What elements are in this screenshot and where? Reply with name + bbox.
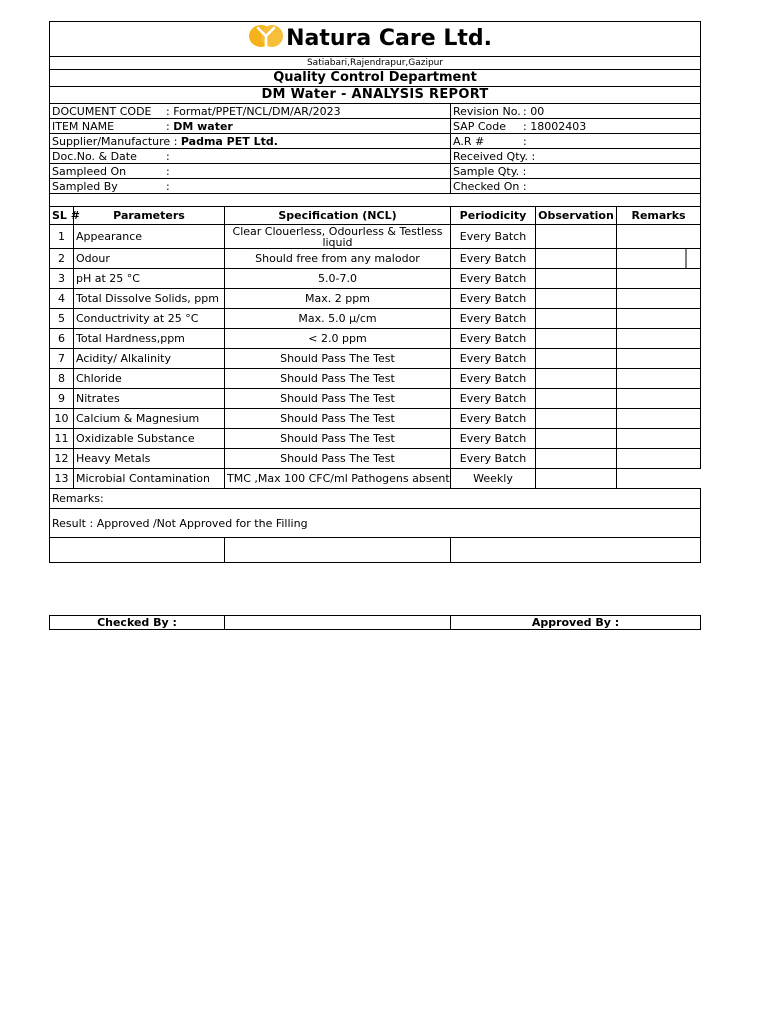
row-sl: 12: [50, 449, 74, 469]
report-table: [49, 21, 701, 563]
row-remarks[interactable]: [617, 429, 701, 449]
row-periodicity: Every Batch: [451, 289, 536, 309]
row-periodicity: Every Batch: [451, 309, 536, 329]
row-specification: Clear Clouerless, Odourless & Testless liquid: [225, 225, 451, 249]
row-observation[interactable]: [536, 469, 617, 489]
row-specification: Should Pass The Test: [225, 449, 451, 469]
row-observation[interactable]: [536, 369, 617, 389]
row-sl: 3: [50, 269, 74, 289]
checked-by-label: Checked By :: [50, 616, 225, 630]
row-sl: 5: [50, 309, 74, 329]
spacer-row: [50, 194, 701, 207]
row-remarks[interactable]: [617, 409, 701, 429]
row-observation[interactable]: [536, 449, 617, 469]
row-remarks[interactable]: [617, 329, 701, 349]
result-line: Result : Approved /Not Approved for the Filling: [50, 509, 701, 538]
header-periodicity: Periodicity: [451, 207, 536, 225]
report-title: DM Water - ANALYSIS REPORT: [50, 87, 701, 104]
remarks-line: Remarks:: [50, 489, 701, 509]
sample-qty-field: Sample Qty. :: [451, 164, 701, 179]
row-parameter: pH at 25 °C: [74, 269, 225, 289]
row-parameter: Heavy Metals: [74, 449, 225, 469]
sap-code-field: SAP Code : 18002403: [451, 119, 701, 134]
row-remarks[interactable]: [617, 349, 701, 369]
sampled-by-field: Sampled By :: [50, 179, 451, 194]
row-sl: 11: [50, 429, 74, 449]
approved-by-label: Approved By :: [451, 616, 701, 630]
row-remarks[interactable]: [617, 389, 701, 409]
row-periodicity: Every Batch: [451, 389, 536, 409]
row-specification: Should Pass The Test: [225, 409, 451, 429]
row-specification: Max. 2 ppm: [225, 289, 451, 309]
row-remarks[interactable]: [617, 449, 701, 469]
row-periodicity: Every Batch: [451, 225, 536, 249]
row-sl: 10: [50, 409, 74, 429]
company-name: Natura Care Ltd.: [286, 26, 492, 51]
row-observation[interactable]: [536, 389, 617, 409]
table-row: [50, 469, 701, 489]
footer-cell-left: [50, 538, 225, 563]
row-sl: 7: [50, 349, 74, 369]
received-qty-field: Received Qty. :: [451, 149, 701, 164]
table-row: [50, 429, 701, 449]
row-periodicity: Every Batch: [451, 409, 536, 429]
table-row: [50, 329, 701, 349]
department-title: Quality Control Department: [50, 70, 701, 87]
row-periodicity: Weekly: [451, 469, 536, 489]
header-remarks: Remarks: [617, 207, 701, 225]
table-row: [50, 349, 701, 369]
row-periodicity: Every Batch: [451, 249, 536, 269]
row-parameter: Calcium & Magnesium: [74, 409, 225, 429]
company-title-cell: [50, 22, 701, 57]
header-observation: Observation: [536, 207, 617, 225]
row-periodicity: Every Batch: [451, 429, 536, 449]
revision-field: Revision No. : 00: [451, 104, 701, 119]
checked-by-signature-field[interactable]: [225, 616, 451, 630]
row-observation[interactable]: [536, 329, 617, 349]
row-observation[interactable]: [536, 289, 617, 309]
row-specification: Should Pass The Test: [225, 369, 451, 389]
row-sl: 13: [50, 469, 74, 489]
row-specification: Should Pass The Test: [225, 389, 451, 409]
row-observation[interactable]: [536, 249, 617, 269]
row-remarks[interactable]: [617, 269, 701, 289]
signature-table: [49, 615, 701, 630]
document-code-field: DOCUMENT CODE : Format/PPET/NCL/DM/AR/2023: [50, 104, 451, 119]
table-row: [50, 225, 701, 249]
header-specification: Specification (NCL): [225, 207, 451, 225]
footer-cell-right: [451, 538, 701, 563]
row-specification: Max. 5.0 µ/cm: [225, 309, 451, 329]
row-periodicity: Every Batch: [451, 449, 536, 469]
row-sl: 6: [50, 329, 74, 349]
row-sl: 2: [50, 249, 74, 269]
row-parameter: Appearance: [74, 225, 225, 249]
row-remarks[interactable]: [617, 249, 701, 269]
row-specification: Should Pass The Test: [225, 429, 451, 449]
row-remarks[interactable]: [617, 225, 701, 249]
row-observation[interactable]: [536, 409, 617, 429]
row-parameter: Acidity/ Alkalinity: [74, 349, 225, 369]
row-observation[interactable]: [536, 309, 617, 329]
table-row: [50, 249, 701, 269]
row-observation[interactable]: [536, 269, 617, 289]
row-periodicity: Every Batch: [451, 349, 536, 369]
footer-cell-middle: [225, 538, 451, 563]
row-parameter: Total Dissolve Solids, ppm: [74, 289, 225, 309]
table-row: [50, 289, 701, 309]
header-sl: SL #: [50, 207, 74, 225]
row-periodicity: Every Batch: [451, 369, 536, 389]
natura-leaf-logo-icon: [248, 22, 284, 56]
table-row: [50, 309, 701, 329]
row-remarks[interactable]: [617, 309, 701, 329]
sampled-on-field: Sampleed On :: [50, 164, 451, 179]
item-name-field: ITEM NAME : DM water: [50, 119, 451, 134]
row-sl: 9: [50, 389, 74, 409]
header-parameters: Parameters: [74, 207, 225, 225]
row-parameter: Oxidizable Substance: [74, 429, 225, 449]
row-specification: 5.0-7.0: [225, 269, 451, 289]
row-specification: Should Pass The Test: [225, 349, 451, 369]
row-parameter: Chloride: [74, 369, 225, 389]
row-remarks[interactable]: [617, 369, 701, 389]
row-remarks[interactable]: [617, 469, 701, 489]
row-observation[interactable]: [536, 349, 617, 369]
row-observation[interactable]: [536, 429, 617, 449]
table-header-row: [50, 207, 701, 225]
table-row: [50, 389, 701, 409]
row-parameter: Conductrivity at 25 °C: [74, 309, 225, 329]
row-specification: Should free from any malodor: [225, 249, 451, 269]
row-remarks[interactable]: [617, 289, 701, 309]
row-sl: 8: [50, 369, 74, 389]
signature-block: [49, 615, 700, 630]
row-specification: < 2.0 ppm: [225, 329, 451, 349]
doc-no-date-field: Doc.No. & Date :: [50, 149, 451, 164]
row-parameter: Total Hardness,ppm: [74, 329, 225, 349]
row-specification: TMC ,Max 100 CFC/ml Pathogens absent: [225, 469, 451, 489]
checked-on-field: Checked On :: [451, 179, 701, 194]
row-periodicity: Every Batch: [451, 329, 536, 349]
row-sl: 1: [50, 225, 74, 249]
table-row: [50, 409, 701, 429]
table-row: [50, 269, 701, 289]
row-parameter: Nitrates: [74, 389, 225, 409]
company-address: Satiabari,Rajendrapur,Gazipur: [50, 57, 701, 70]
row-sl: 4: [50, 289, 74, 309]
row-periodicity: Every Batch: [451, 269, 536, 289]
row-parameter: Microbial Contamination: [74, 469, 225, 489]
supplier-field: Supplier/Manufacture : Padma PET Ltd.: [50, 134, 451, 149]
analysis-report-sheet: [49, 21, 700, 563]
table-row: [50, 369, 701, 389]
ar-number-field: A.R # :: [451, 134, 701, 149]
row-parameter: Odour: [74, 249, 225, 269]
row-observation[interactable]: [536, 225, 617, 249]
table-row: [50, 449, 701, 469]
